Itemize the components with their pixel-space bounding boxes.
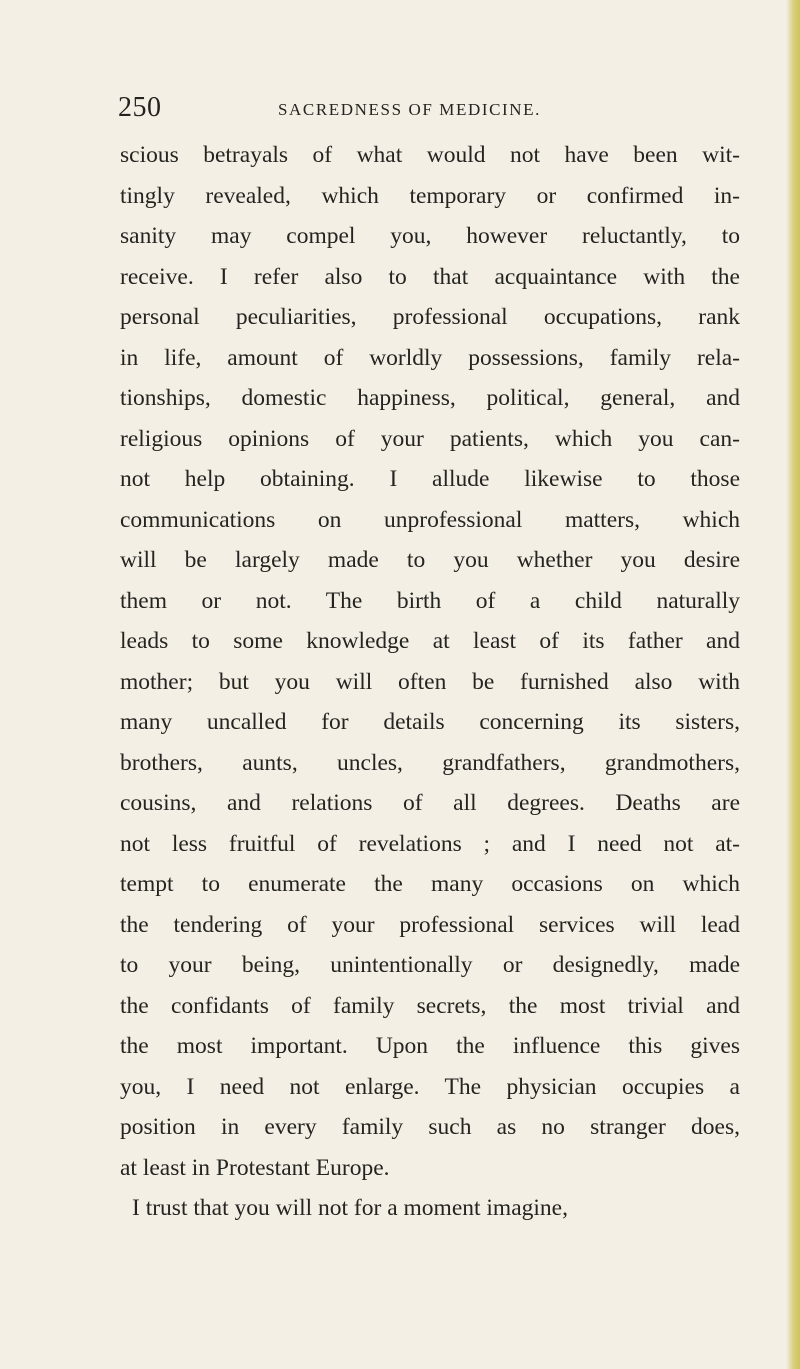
text-line: in life, amount of worldly possessions, family rela- bbox=[120, 344, 740, 371]
text-line: communications on unprofessional matters, which bbox=[120, 506, 740, 533]
text-line: not help obtaining. I allude likewise to those bbox=[120, 466, 740, 492]
page-header bbox=[118, 92, 738, 132]
text-line: religious opinions of your patients, which you can- bbox=[120, 425, 740, 452]
text-line: scious betrayals of what would not have been wit- bbox=[120, 142, 740, 168]
page-number: 250 bbox=[118, 92, 162, 123]
text-line: you, I need not enlarge. The physician occupies a bbox=[120, 1073, 740, 1100]
text-line: sanity may compel you, however reluctantly, to bbox=[120, 223, 740, 249]
text-line: receive. I refer also to that acquaintance with the bbox=[120, 263, 740, 290]
text-line: I trust that you will not for a moment imagine, bbox=[132, 1195, 568, 1221]
text-line: mother; but you will often be furnished also with bbox=[120, 668, 740, 695]
text-line: brothers, aunts, uncles, grandfathers, grandmothers, bbox=[120, 749, 740, 776]
text-line: not less fruitful of revelations ; and I need not at- bbox=[120, 830, 740, 857]
running-head: SACREDNESS OF MEDICINE. bbox=[278, 100, 542, 119]
text-line: tingly revealed, which temporary or confirmed in- bbox=[120, 182, 740, 209]
page-edge-shading bbox=[786, 0, 800, 1369]
text-line: at least in Protestant Europe. bbox=[120, 1154, 390, 1181]
text-line: the confidants of family secrets, the most trivial and bbox=[120, 992, 740, 1019]
text-line: will be largely made to you whether you desire bbox=[120, 547, 740, 573]
text-line: personal peculiarities, professional occupations, rank bbox=[120, 304, 740, 330]
text-line: leads to some knowledge at least of its father and bbox=[120, 628, 740, 654]
text-line: tionships, domestic happiness, political, general, and bbox=[120, 385, 740, 411]
text-line: the tendering of your professional services will lead bbox=[120, 911, 740, 938]
text-line: them or not. The birth of a child naturally bbox=[120, 587, 740, 614]
text-line: to your being, unintentionally or designedly, made bbox=[120, 952, 740, 978]
text-line: position in every family such as no stranger does, bbox=[120, 1114, 740, 1140]
body-text bbox=[120, 135, 740, 1229]
text-line: tempt to enumerate the many occasions on which bbox=[120, 871, 740, 897]
text-line: many uncalled for details concerning its sisters, bbox=[120, 709, 740, 735]
text-line: the most important. Upon the influence this gives bbox=[120, 1033, 740, 1059]
text-line: cousins, and relations of all degrees. Deaths are bbox=[120, 790, 740, 816]
